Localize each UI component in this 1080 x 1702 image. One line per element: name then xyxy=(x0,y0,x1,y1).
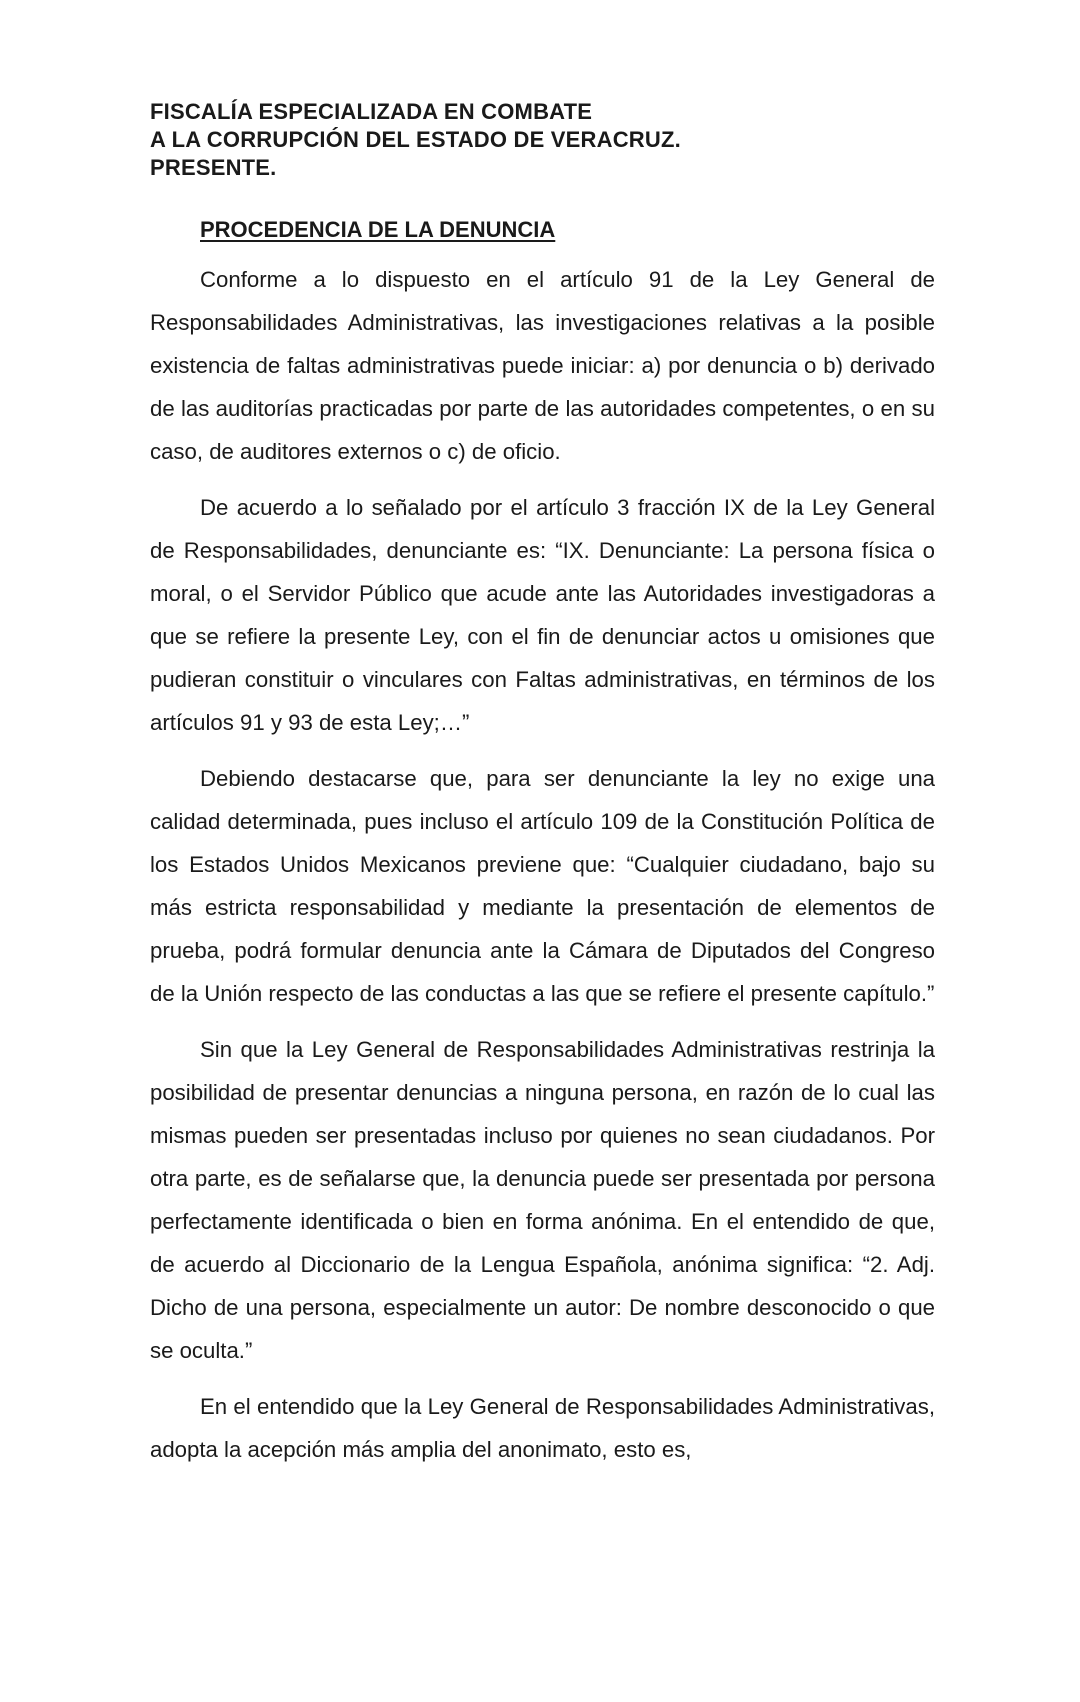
document-page xyxy=(150,98,935,1471)
paragraph-3: Debiendo destacarse que, para ser denunciante la ley no exige una calidad determinada, pues incluso el artículo 109 de la Constitución Política de los Estados Unidos Mexicanos previene que: “Cualquier ciudadano, bajo su más estricta responsabilidad y mediante la presentación de elementos de prueba, podrá formular denuncia ante la Cámara de Diputados del Congreso de la Unión respecto de las conductas a las que se refiere el presente capítulo.” xyxy=(150,766,935,1006)
addressee-line-2: A LA CORRUPCIÓN DEL ESTADO DE VERACRUZ. xyxy=(150,127,681,152)
paragraph-5: En el entendido que la Ley General de Responsabilidades Administrativas, adopta la acepción más amplia del anonimato, esto es, xyxy=(150,1394,935,1462)
section-title: PROCEDENCIA DE LA DENUNCIA xyxy=(200,217,556,242)
addressee-line-3: PRESENTE. xyxy=(150,155,277,180)
paragraph-2: De acuerdo a lo señalado por el artículo 3 fracción IX de la Ley General de Responsabilidades, denunciante es: “IX. Denunciante: La persona física o moral, o el Servidor Público que acude ante las Autoridades investigadoras a que se refiere la presente Ley, con el fin de denunciar actos u omisiones que pudieran constituir o vinculares con Faltas administrativas, en términos de los artículos 91 y 93 de esta Ley;…” xyxy=(150,495,935,735)
addressee-line-1: FISCALÍA ESPECIALIZADA EN COMBATE xyxy=(150,99,593,124)
addressee-block xyxy=(150,98,935,182)
paragraph-4: Sin que la Ley General de Responsabilidades Administrativas restrinja la posibilidad de presentar denuncias a ninguna persona, en razón de lo cual las mismas pueden ser presentadas incluso por quienes no sean ciudadanos. Por otra parte, es de señalarse que, la denuncia puede ser presentada por persona perfectamente identificada o bien en forma anónima. En el entendido de que, de acuerdo al Diccionario de la Lengua Española, anónima significa: “2. Adj. Dicho de una persona, especialmente un autor: De nombre desconocido o que se oculta.” xyxy=(150,1037,935,1363)
paragraph-1: Conforme a lo dispuesto en el artículo 91 de la Ley General de Responsabilidades Administrativas, las investigaciones relativas a la posible existencia de faltas administrativas puede iniciar: a) por denuncia o b) derivado de las auditorías practicadas por parte de las autoridades competentes, o en su caso, de auditores externos o c) de oficio. xyxy=(150,267,935,464)
